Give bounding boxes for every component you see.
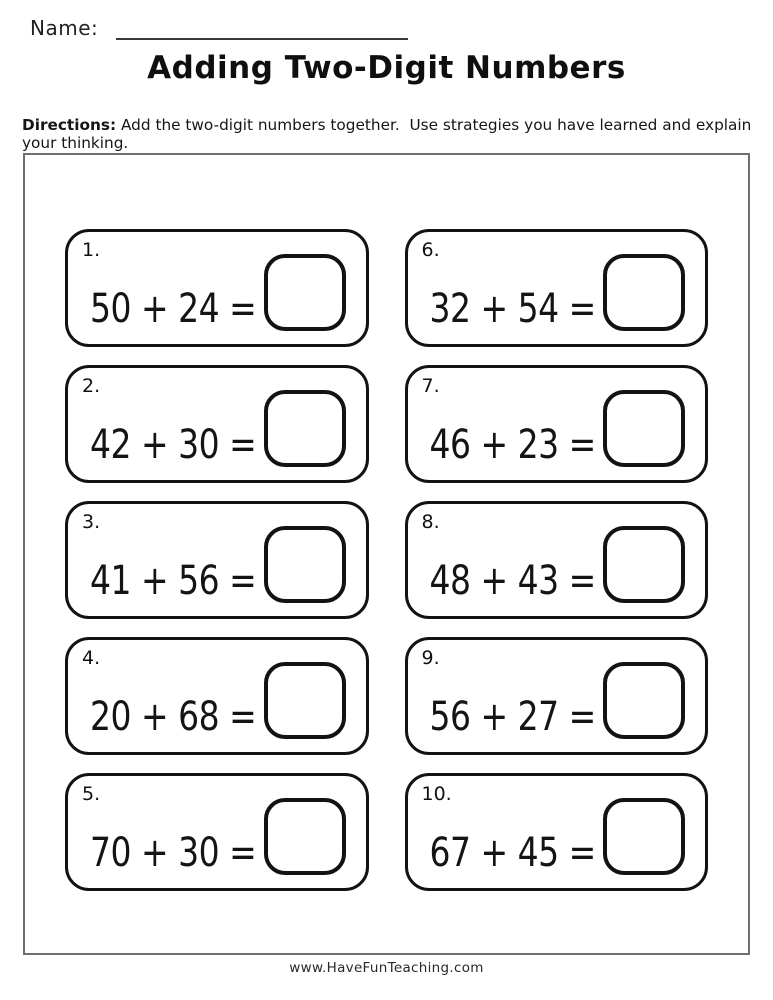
problem-number: 5. xyxy=(82,783,101,805)
equation-text: 50 + 24 = xyxy=(90,284,257,332)
answer-box[interactable] xyxy=(603,798,685,875)
directions xyxy=(22,116,757,152)
problem-card-7 xyxy=(405,365,709,483)
directions-label: Directions: xyxy=(22,116,117,134)
answer-box[interactable] xyxy=(264,254,346,331)
problem-card-2 xyxy=(65,365,369,483)
problem-number: 7. xyxy=(421,375,440,397)
problem-number: 10. xyxy=(421,783,452,805)
problem-card-5 xyxy=(65,773,369,891)
worksheet-frame xyxy=(23,153,750,955)
equation-text: 46 + 23 = xyxy=(429,420,596,468)
answer-box[interactable] xyxy=(603,526,685,603)
problem-number: 9. xyxy=(421,647,440,669)
problem-number: 4. xyxy=(82,647,101,669)
equation-text: 48 + 43 = xyxy=(429,556,596,604)
problem-card-4 xyxy=(65,637,369,755)
problem-card-8 xyxy=(405,501,709,619)
name-row xyxy=(30,16,408,40)
problem-number: 6. xyxy=(421,239,440,261)
equation-text: 32 + 54 = xyxy=(429,284,596,332)
problem-card-3 xyxy=(65,501,369,619)
problem-card-6 xyxy=(405,229,709,347)
answer-box[interactable] xyxy=(264,662,346,739)
answer-box[interactable] xyxy=(603,254,685,331)
problem-grid xyxy=(65,229,708,891)
problem-number: 2. xyxy=(82,375,101,397)
equation-text: 70 + 30 = xyxy=(90,828,257,876)
problem-number: 1. xyxy=(82,239,101,261)
answer-box[interactable] xyxy=(603,390,685,467)
directions-text: Add the two-digit numbers together. Use strategies you have learned and explain your thinking. xyxy=(22,116,757,152)
problem-card-9 xyxy=(405,637,709,755)
equation-text: 56 + 27 = xyxy=(429,692,596,740)
problem-number: 8. xyxy=(421,511,440,533)
name-label: Name: xyxy=(30,16,99,40)
equation-text: 67 + 45 = xyxy=(429,828,596,876)
equation-text: 20 + 68 = xyxy=(90,692,257,740)
page-title: Adding Two-Digit Numbers xyxy=(147,50,626,86)
problem-card-10 xyxy=(405,773,709,891)
problem-number: 3. xyxy=(82,511,101,533)
answer-box[interactable] xyxy=(603,662,685,739)
problem-card-1 xyxy=(65,229,369,347)
answer-box[interactable] xyxy=(264,798,346,875)
equation-text: 42 + 30 = xyxy=(90,420,257,468)
footer-website: www.HaveFunTeaching.com xyxy=(289,960,484,976)
name-input-line[interactable] xyxy=(116,16,408,40)
answer-box[interactable] xyxy=(264,390,346,467)
equation-text: 41 + 56 = xyxy=(90,556,257,604)
answer-box[interactable] xyxy=(264,526,346,603)
